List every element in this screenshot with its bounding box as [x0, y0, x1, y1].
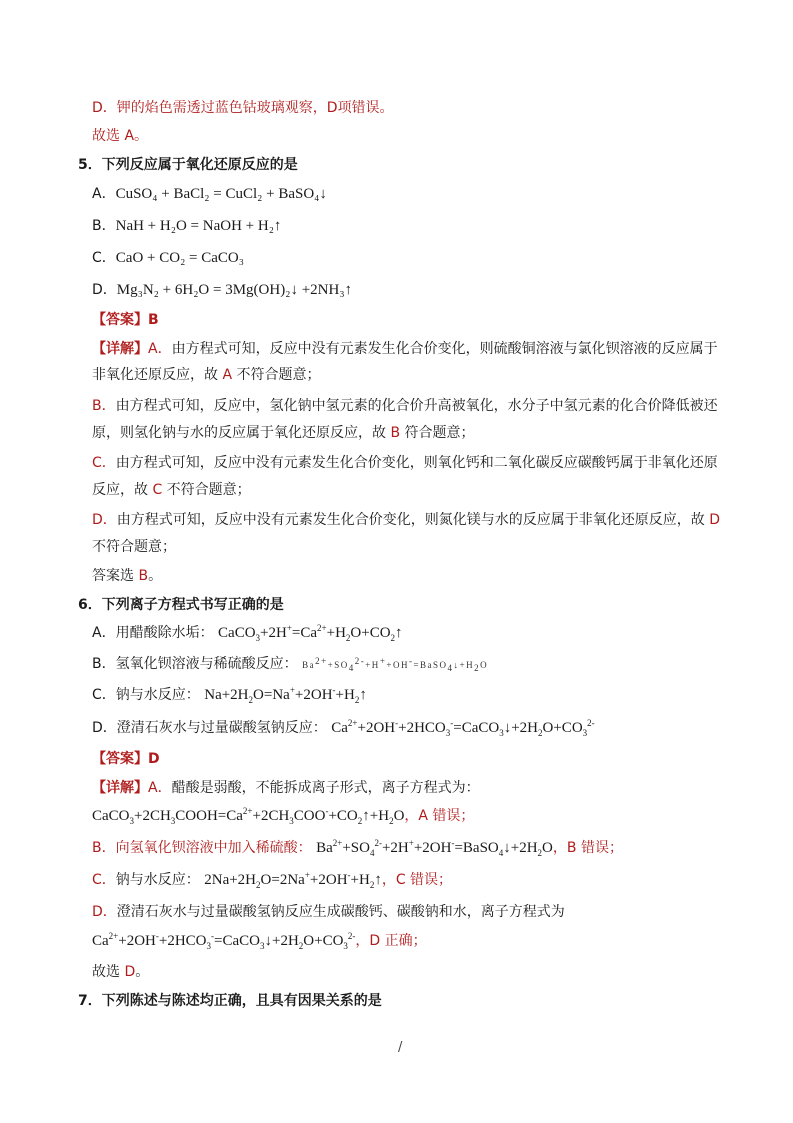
equation: NaH + H₂O = NaOH + H₂↑ [115, 218, 282, 234]
option-label: A． [92, 186, 116, 202]
option-label: D． [92, 100, 117, 116]
equation: $Ba^{2+}+SO_4^{2-}+H^++OH^-=BaSO_4↓+H_2O$ [302, 656, 489, 673]
q6-option-a [92, 623, 403, 643]
explain-text: 向氢氧化钡溶液中加入稀硫酸： [115, 840, 312, 856]
explanation-end: 项错误。 [337, 100, 394, 116]
explain-text: 反应，故 [92, 482, 153, 498]
equation: $Ca^{2+}+2OH^-+2HCO_3^-=CaCO_3↓+2H_2O+CO_3^{2-}$ [331, 718, 595, 738]
equation: CaO + CO₂ = CaCO₃ [115, 250, 244, 266]
option-text: 氢氧化钡溶液与稀硫酸反应： [115, 656, 298, 672]
q4-option-d-explanation [92, 98, 394, 118]
explain-label: C． [92, 872, 116, 888]
q6-explain-d-eq [92, 931, 427, 951]
question-number: 5． [78, 157, 102, 173]
q6-stem [78, 595, 284, 615]
explain-label: D． [92, 904, 117, 920]
explain-text: 原，则氢化钠与水的反应属于氧化还原反应，故 [92, 425, 391, 441]
explain-tag: 【详解】 [92, 780, 148, 796]
q6-answer [92, 749, 160, 769]
conclusion-text: 答案选 [92, 568, 139, 584]
explanation-text: 钾的焰色需透过蓝色钴玻璃观察， [116, 100, 327, 116]
explain-text: 钠与水反应： [115, 872, 200, 888]
q5-option-a [92, 184, 327, 204]
option-label: C． [92, 687, 116, 703]
q6-explain-a-eq [92, 806, 474, 826]
conclusion-end: 。 [135, 964, 150, 980]
explain-end: 不符合题意； [162, 482, 251, 498]
q6-option-c [92, 685, 367, 705]
q5-option-c [92, 248, 244, 268]
equation: $CaCO_3+2H^+=Ca^{2+}+H_2O+CO_2↑$ [218, 623, 403, 643]
conclusion-letter: A [124, 128, 135, 144]
q6-explain-b [92, 838, 623, 858]
conclusion-end: 。 [134, 128, 149, 144]
equation: $Ca^{2+}+2OH^-+2HCO_3^-=CaCO_3↓+2H_2O+CO_3^{2-}$ [92, 931, 356, 951]
equation: $Ba^{2+}+SO_4^{2-}+2H^++2OH^-=BaSO_4↓+2H_2O$ [316, 838, 553, 858]
q5-explain-c [92, 453, 718, 473]
equation: Mg₃N₂ + 6H₂O = 3Mg(OH)₂↓ +2NH₃↑ [116, 282, 353, 298]
explain-text: 醋酸是弱酸，不能拆成离子形式，离子方程式为： [171, 780, 480, 796]
explain-label: B． [92, 840, 116, 856]
q5-option-d [92, 280, 352, 300]
equation: $2Na+2H_2O=2Na^++2OH^-+H_2↑$ [204, 870, 382, 890]
q5-option-b [92, 216, 281, 236]
explain-text: 非氧化还原反应，故 [92, 367, 223, 383]
equation: $Na+2H_2O=Na^++2OH^-+H_2↑$ [204, 685, 367, 705]
option-text: 澄清石灰水与过量碳酸氢钠反应： [116, 720, 327, 736]
explain-letter: C [152, 482, 163, 498]
q5-explain-b [92, 396, 718, 416]
option-label: A． [92, 625, 116, 641]
explain-text: 由方程式可知，反应中没有元素发生化合价变化，则硫酸铜溶液与氯化钡溶液的反应属于 [171, 341, 718, 357]
explain-letter: D [709, 512, 721, 528]
q6-explain-c [92, 870, 452, 890]
q6-explain-d [92, 902, 565, 922]
option-label: C． [92, 250, 116, 266]
explain-end: ，C 错误； [381, 872, 453, 888]
question-text: 下列离子方程式书写正确的是 [101, 597, 284, 613]
page-footer-mark: / [398, 1040, 403, 1055]
option-letter: D [326, 100, 338, 116]
explain-letter: B [390, 425, 401, 441]
explain-end: ，D 正确； [355, 933, 427, 949]
explain-end: ，B 错误； [552, 840, 623, 856]
q6-option-d [92, 718, 595, 738]
q5-explain-a [92, 339, 718, 359]
q7-stem [78, 991, 382, 1011]
explain-text: 由方程式可知，反应中，氢化钠中氢元素的化合价升高被氧化，水分子中氢元素的化合价降低被还 [115, 398, 718, 414]
q5-explain-a-cont [92, 365, 320, 385]
explain-text: 由方程式可知，反应中没有元素发生化合价变化，则氮化镁与水的反应属于非氧化还原反应，故 [116, 512, 710, 528]
question-text: 下列反应属于氧化还原反应的是 [101, 157, 298, 173]
explain-end: 不符合题意； [232, 367, 321, 383]
option-label: B． [92, 218, 116, 234]
option-label: B． [92, 656, 116, 672]
option-text: 钠与水反应： [115, 687, 200, 703]
explain-label: C． [92, 455, 116, 471]
explain-tag: 【详解】 [92, 341, 148, 357]
answer-tag: 【答案】 [92, 312, 148, 328]
option-label: D． [92, 282, 117, 298]
q5-explain-b-cont [92, 423, 475, 443]
answer-tag: 【答案】 [92, 751, 148, 767]
q5-conclusion [92, 566, 162, 586]
explain-label: B． [92, 398, 116, 414]
question-text: 下列陈述与陈述均正确，且具有因果关系的是 [101, 993, 382, 1009]
q5-explain-c-cont [92, 480, 251, 500]
explain-text: 澄清石灰水与过量碳酸氢钠反应生成碳酸钙、碳酸钠和水，离子方程式为 [116, 904, 565, 920]
conclusion-text: 故选 [92, 964, 125, 980]
explain-text: 由方程式可知，反应中没有元素发生化合价变化，则氧化钙和二氧化碳反应碳酸钙属于非氧化还原 [115, 455, 718, 471]
explain-text: 不符合题意； [92, 539, 176, 555]
q6-conclusion [92, 962, 149, 982]
q4-conclusion [92, 126, 148, 146]
q5-explain-d [92, 510, 720, 530]
explain-letter: A [222, 367, 233, 383]
explain-label: D． [92, 512, 117, 528]
explain-label: A． [148, 780, 172, 796]
q5-answer [92, 310, 159, 330]
q5-stem [78, 155, 298, 175]
option-text: 用醋酸除水垢： [115, 625, 214, 641]
conclusion-letter: B [138, 568, 149, 584]
conclusion-end: 。 [148, 568, 163, 584]
answer-letter: B [148, 312, 159, 328]
answer-letter: D [148, 751, 160, 767]
conclusion-letter: D [124, 964, 136, 980]
equation: CuSO₄ + BaCl₂ = CuCl₂ + BaSO₄↓ [115, 186, 327, 202]
q6-option-b [92, 654, 488, 675]
q5-explain-d-cont [92, 537, 176, 557]
conclusion-text: 故选 [92, 128, 125, 144]
question-number: 7． [78, 993, 102, 1009]
equation: $CaCO_3+2CH_3COOH=Ca^{2+}+2CH_3COO^-+CO_2↑+H_2O$ [92, 806, 405, 826]
explain-end: ，A 错误； [404, 808, 475, 824]
explain-label: A． [148, 341, 172, 357]
option-label: D． [92, 720, 117, 736]
q6-explain-a [92, 778, 480, 798]
question-number: 6． [78, 597, 102, 613]
explain-end: 符合题意； [400, 425, 475, 441]
